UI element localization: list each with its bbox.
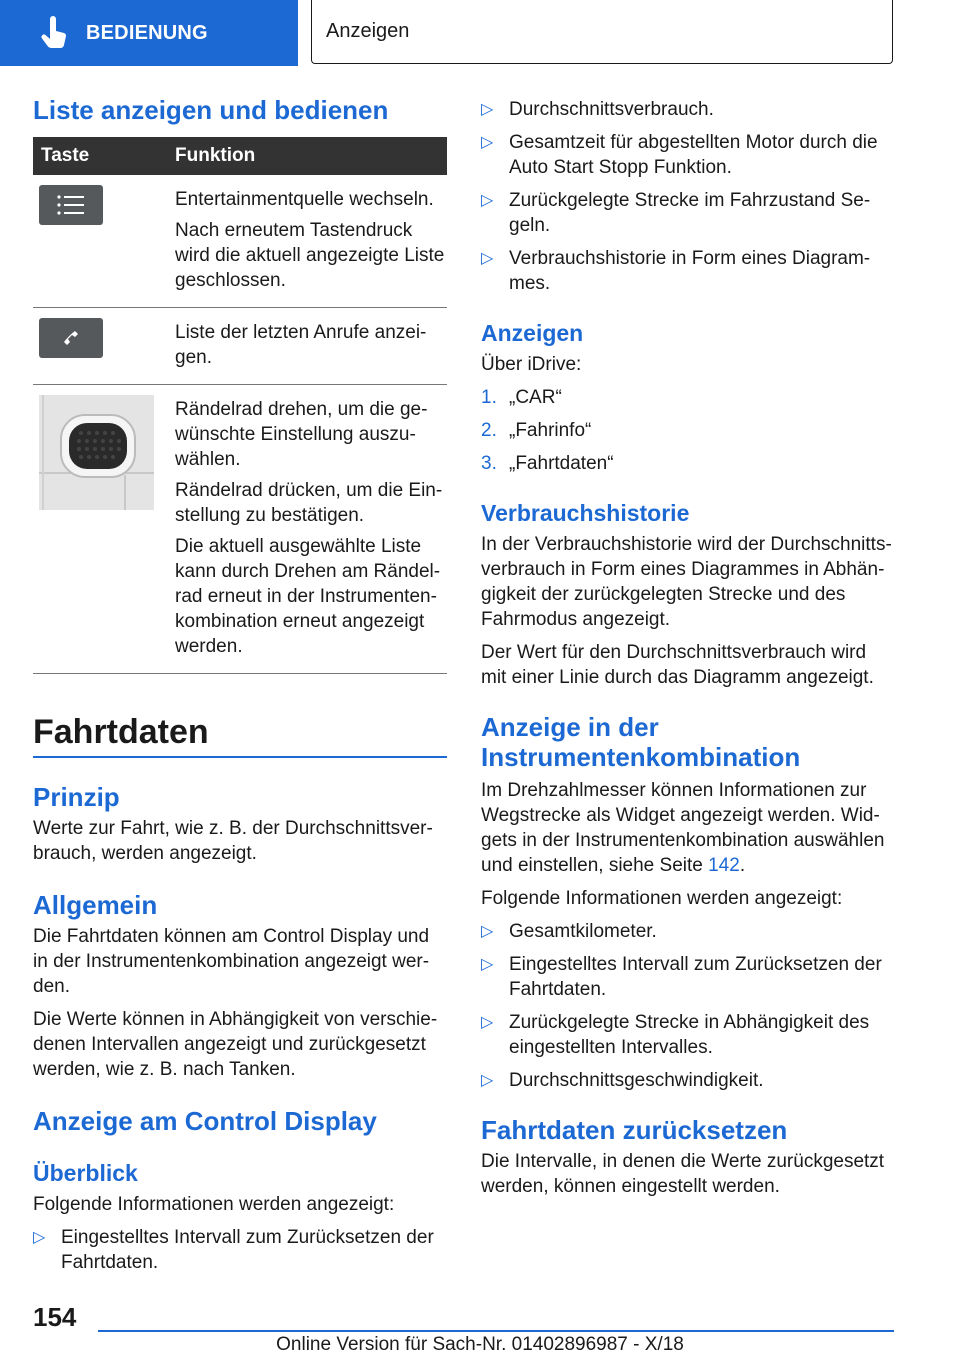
list-item: ▷ Durchschnittsgeschwindigkeit. bbox=[481, 1070, 764, 1091]
ueberblick-intro: Folgende Informationen werden angezeigt: bbox=[33, 1194, 395, 1215]
allgemein-heading: Allgemein bbox=[33, 890, 158, 920]
hand-pointer-icon bbox=[34, 13, 74, 53]
ik-list bbox=[481, 919, 895, 1093]
ik-heading: Anzeige in der Instrumentenkombination bbox=[481, 712, 801, 772]
footer-rule bbox=[98, 1330, 894, 1332]
table-cell-text: Entertainmentquelle wechseln. bbox=[175, 189, 434, 210]
prinzip-text: Werte zur Fahrt, wie z. B. der Durchschnittsver-brauch, werden angezeigt. bbox=[33, 818, 433, 864]
reset-heading: Fahrtdaten zurücksetzen bbox=[481, 1115, 788, 1145]
triangle-bullet-icon: ▷ bbox=[481, 250, 494, 267]
table-row bbox=[33, 175, 447, 308]
verbrauch-text-1: In der Verbrauchshistorie wird der Durchschnitts-verbrauch in Form eines Diagrammes in Abhän-gigkeit der zurückgelegten Strecke und des Fahrmodus angezeigt. bbox=[481, 534, 892, 630]
list-item: ▷ Eingestelltes Intervall zum Zurücksetzen der Fahrtdaten. bbox=[33, 1227, 434, 1273]
thumbwheel-icon bbox=[39, 395, 154, 510]
anzeigen-heading: Anzeigen bbox=[481, 320, 584, 346]
list-item: ▷ Verbrauchshistorie in Form eines Diagram-mes. bbox=[481, 248, 871, 294]
ueberblick-heading: Überblick bbox=[33, 1160, 138, 1186]
triangle-bullet-icon: ▷ bbox=[33, 1229, 46, 1246]
list-item: ▷ Durchschnittsverbrauch. bbox=[481, 99, 714, 120]
phone-icon bbox=[39, 318, 103, 358]
table-cell-text: Liste der letzten Anrufe anzei-gen. bbox=[175, 322, 427, 368]
list-item: 3. „Fahrtdaten“ bbox=[481, 453, 614, 474]
list-item: 2. „Fahrinfo“ bbox=[481, 420, 592, 441]
table-row bbox=[33, 385, 447, 674]
table-row bbox=[33, 308, 447, 385]
fahrtdaten-title: Fahrtdaten bbox=[33, 713, 209, 751]
table-cell-text: Die aktuell ausgewählte Liste kann durch Drehen am Rändel-rad erneut in der Instrumenten-kombination erneut angezeigt werden. bbox=[175, 536, 441, 657]
prinzip-heading: Prinzip bbox=[33, 782, 120, 812]
table-cell-text: Rändelrad drehen, um die ge-wünschte Einstellung auszu-wählen. bbox=[175, 399, 428, 470]
chapter-title: Anzeigen bbox=[326, 20, 410, 42]
ik-intro: Folgende Informationen werden angezeigt: bbox=[481, 888, 843, 909]
reset-text: Die Intervalle, in denen die Werte zurückgesetzt werden, können eingestellt werden. bbox=[481, 1151, 885, 1197]
section-tab-label: BEDIENUNG bbox=[86, 21, 208, 44]
list-icon bbox=[39, 185, 103, 225]
page-number: 154 bbox=[33, 1302, 77, 1332]
page-link[interactable]: 142 bbox=[708, 855, 740, 876]
chapter-header bbox=[311, 0, 893, 64]
table-cell-text: Nach erneutem Tastendruck wird die aktuell angezeigte Liste geschlossen. bbox=[175, 220, 445, 291]
triangle-bullet-icon: ▷ bbox=[481, 923, 494, 940]
idrive-intro: Über iDrive: bbox=[481, 354, 582, 375]
list-heading: Liste anzeigen und bedienen bbox=[33, 95, 389, 125]
triangle-bullet-icon: ▷ bbox=[481, 134, 494, 151]
list-item: ▷ Zurückgelegte Strecke in Abhängigkeit des eingestellten Intervalles. bbox=[481, 1012, 870, 1058]
ik-text: Im Drehzahlmesser können Informationen zur Wegstrecke als Widget angezeigt werden. Wid-gets in der Instrumentenkombination auswählen und einstellen, siehe Seite 142. bbox=[481, 780, 885, 876]
allgemein-text-2: Die Werte können in Abhängigkeit von verschie-denen Intervallen angezeigt und zurückgesetzt werden, wie z. B. nach Tanken. bbox=[33, 1009, 438, 1080]
list-item: ▷ Gesamtzeit für abgestellten Motor durch die Auto Start Stopp Funktion. bbox=[481, 132, 878, 178]
title-rule bbox=[33, 756, 447, 758]
left-column bbox=[33, 95, 447, 1275]
triangle-bullet-icon: ▷ bbox=[481, 192, 494, 209]
list-item: 1. „CAR“ bbox=[481, 387, 562, 408]
table-cell-text: Rändelrad drücken, um die Ein-stellung zu bestätigen. bbox=[175, 480, 443, 526]
list-item: ▷ Eingestelltes Intervall zum Zurücksetzen der Fahrtdaten. bbox=[481, 954, 882, 1000]
allgemein-text-1: Die Fahrtdaten können am Control Display und in der Instrumentenkombination angezeigt wer-den. bbox=[33, 926, 430, 997]
footer-online-text: Online Version für Sach-Nr. 01402896987 - X/18 bbox=[276, 1334, 684, 1355]
verbrauch-text-2: Der Wert für den Durchschnittsverbrauch wird mit einer Linie durch das Diagramm angezeigt. bbox=[481, 642, 874, 688]
function-table bbox=[33, 137, 447, 674]
triangle-bullet-icon: ▷ bbox=[481, 956, 494, 973]
table-header-taste: Taste bbox=[33, 137, 161, 175]
info-list bbox=[33, 1225, 447, 1275]
table-header-funktion: Funktion bbox=[161, 137, 447, 175]
verbrauch-heading: Verbrauchshistorie bbox=[481, 500, 690, 526]
idrive-steps bbox=[481, 385, 895, 476]
triangle-bullet-icon: ▷ bbox=[481, 1014, 494, 1031]
triangle-bullet-icon: ▷ bbox=[481, 1072, 494, 1089]
control-display-heading: Anzeige am Control Display bbox=[33, 1106, 377, 1136]
right-column bbox=[481, 97, 895, 1199]
section-tab[interactable] bbox=[0, 0, 298, 66]
triangle-bullet-icon: ▷ bbox=[481, 101, 494, 118]
info-list-continued bbox=[481, 97, 895, 296]
list-item: ▷ Zurückgelegte Strecke im Fahrzustand Se-geln. bbox=[481, 190, 871, 236]
list-item: ▷ Gesamtkilometer. bbox=[481, 921, 657, 942]
